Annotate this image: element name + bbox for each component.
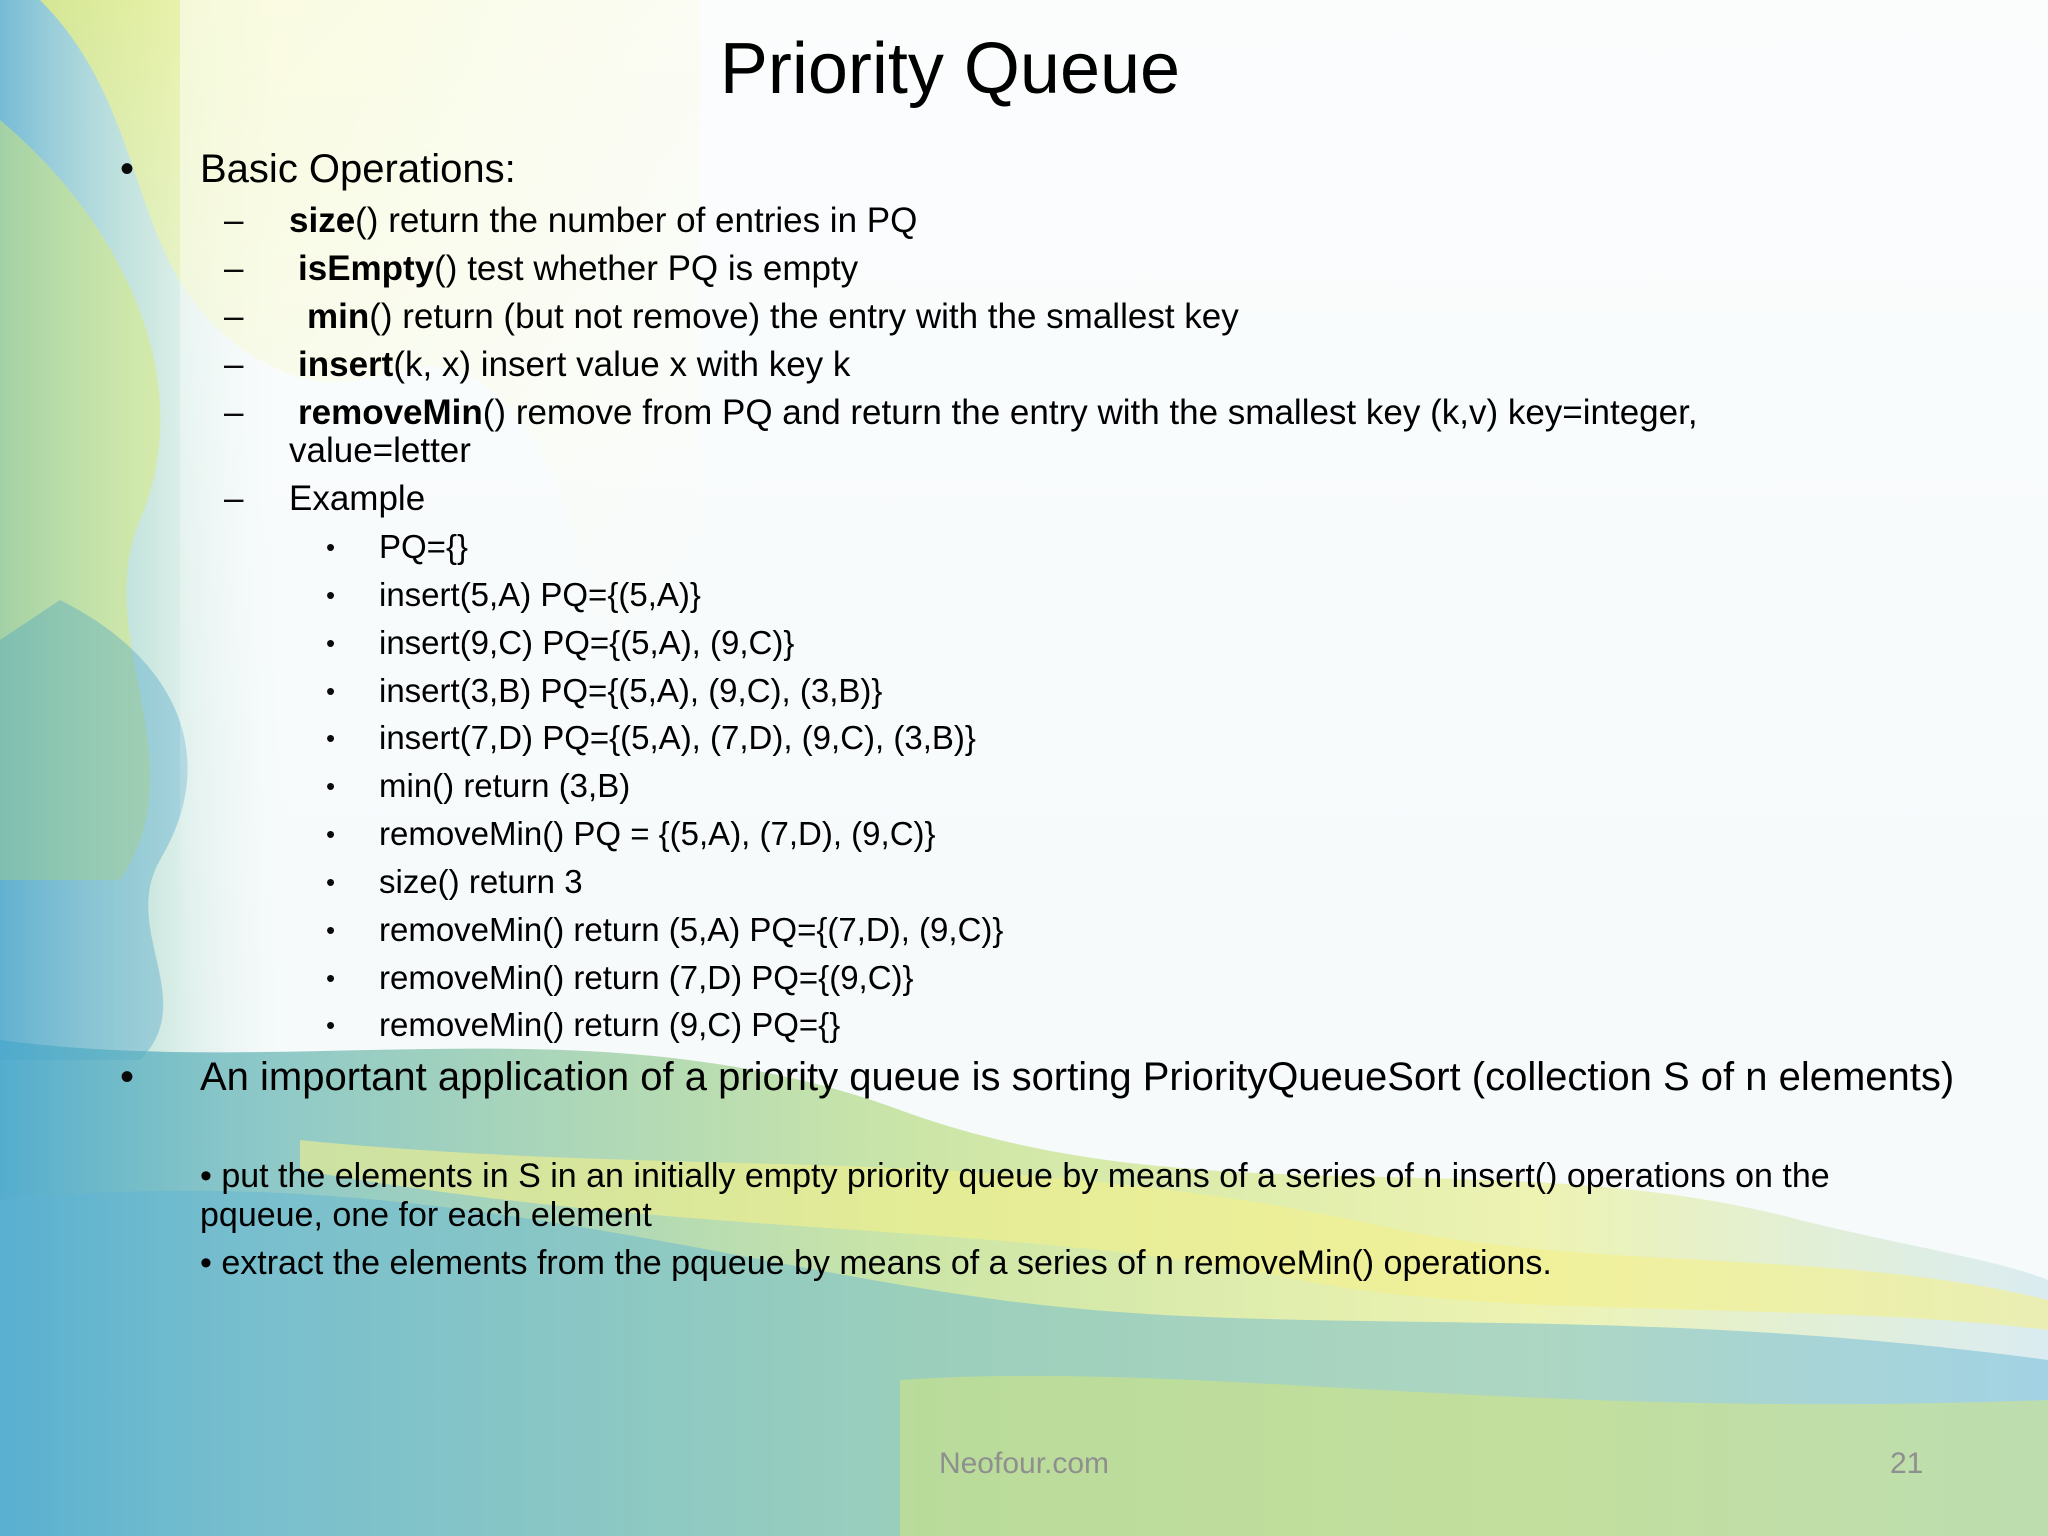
bullet-icon: •: [326, 963, 336, 993]
basic-operations-heading: Basic Operations:: [200, 147, 516, 191]
bullet-icon: •: [326, 771, 336, 801]
bullet-icon: •: [120, 1055, 135, 1099]
operation-desc: () remove from PQ and return the entry with the smallest key (k,v) key=integer,: [482, 393, 1698, 432]
example-line: insert(3,B) PQ={(5,A), (9,C), (3,B)}: [379, 672, 883, 709]
example-line: removeMin() PQ = {(5,A), (7,D), (9,C)}: [379, 815, 936, 852]
bullet-icon: •: [326, 628, 336, 658]
operation-isempty: [298, 249, 858, 289]
operation-min: [307, 297, 1239, 337]
operation-desc: () return the number of entries in PQ: [355, 201, 918, 240]
footer-text: Neofour.com: [938, 1447, 1110, 1480]
dash-icon: –: [224, 393, 244, 432]
bullet-icon: •: [326, 819, 336, 849]
application-point: • put the elements in S in an initially empty priority queue by means of a series of n insert() operations on the pqueue, one for each element: [200, 1157, 1830, 1234]
example-label: Example: [289, 479, 426, 518]
page-number: 21: [1890, 1447, 1924, 1480]
application-heading: An important application of a priority queue is sorting PriorityQueueSort (collection S of n elements): [200, 1055, 1955, 1099]
operation-name: insert: [298, 345, 394, 384]
bullet-icon: •: [326, 915, 336, 945]
operation-name: min: [307, 297, 370, 336]
example-line: insert(5,A) PQ={(5,A)}: [379, 576, 701, 613]
operation-desc: (k, x) insert value x with key k: [393, 345, 851, 384]
operation-desc: () return (but not remove) the entry with the smallest key: [369, 297, 1239, 336]
operation-removemin: [298, 393, 1698, 433]
operation-name: removeMin: [298, 393, 483, 432]
bullet-icon: •: [326, 676, 336, 706]
example-line: PQ={}: [379, 528, 468, 565]
dash-icon: –: [224, 201, 244, 240]
example-line: removeMin() return (5,A) PQ={(7,D), (9,C)}: [379, 911, 1004, 948]
operation-insert: [298, 345, 850, 385]
example-line: removeMin() return (7,D) PQ={(9,C)}: [379, 959, 914, 996]
operation-removemin-continued: value=letter: [289, 431, 471, 470]
operation-name: isEmpty: [298, 249, 435, 288]
dash-icon: –: [224, 479, 244, 518]
bullet-icon: •: [326, 532, 336, 562]
operation-size: [289, 201, 917, 241]
bullet-icon: •: [326, 1010, 336, 1040]
example-line: size() return 3: [379, 863, 583, 900]
bullet-icon: •: [326, 580, 336, 610]
example-line: insert(7,D) PQ={(5,A), (7,D), (9,C), (3,B)}: [379, 719, 976, 756]
operation-name: size: [289, 201, 356, 240]
bullet-icon: •: [326, 723, 336, 753]
dash-icon: –: [224, 345, 244, 384]
example-line: removeMin() return (9,C) PQ={}: [379, 1006, 841, 1043]
application-point: • extract the elements from the pqueue by means of a series of n removeMin() operations.: [200, 1244, 1552, 1282]
dash-icon: –: [224, 249, 244, 288]
example-line: insert(9,C) PQ={(5,A), (9,C)}: [379, 624, 795, 661]
dash-icon: –: [224, 297, 244, 336]
slide-title: Priority Queue: [719, 29, 1181, 109]
example-line: min() return (3,B): [379, 767, 631, 804]
bullet-icon: •: [326, 867, 336, 897]
bullet-icon: •: [120, 147, 135, 191]
operation-desc: () test whether PQ is empty: [434, 249, 859, 288]
